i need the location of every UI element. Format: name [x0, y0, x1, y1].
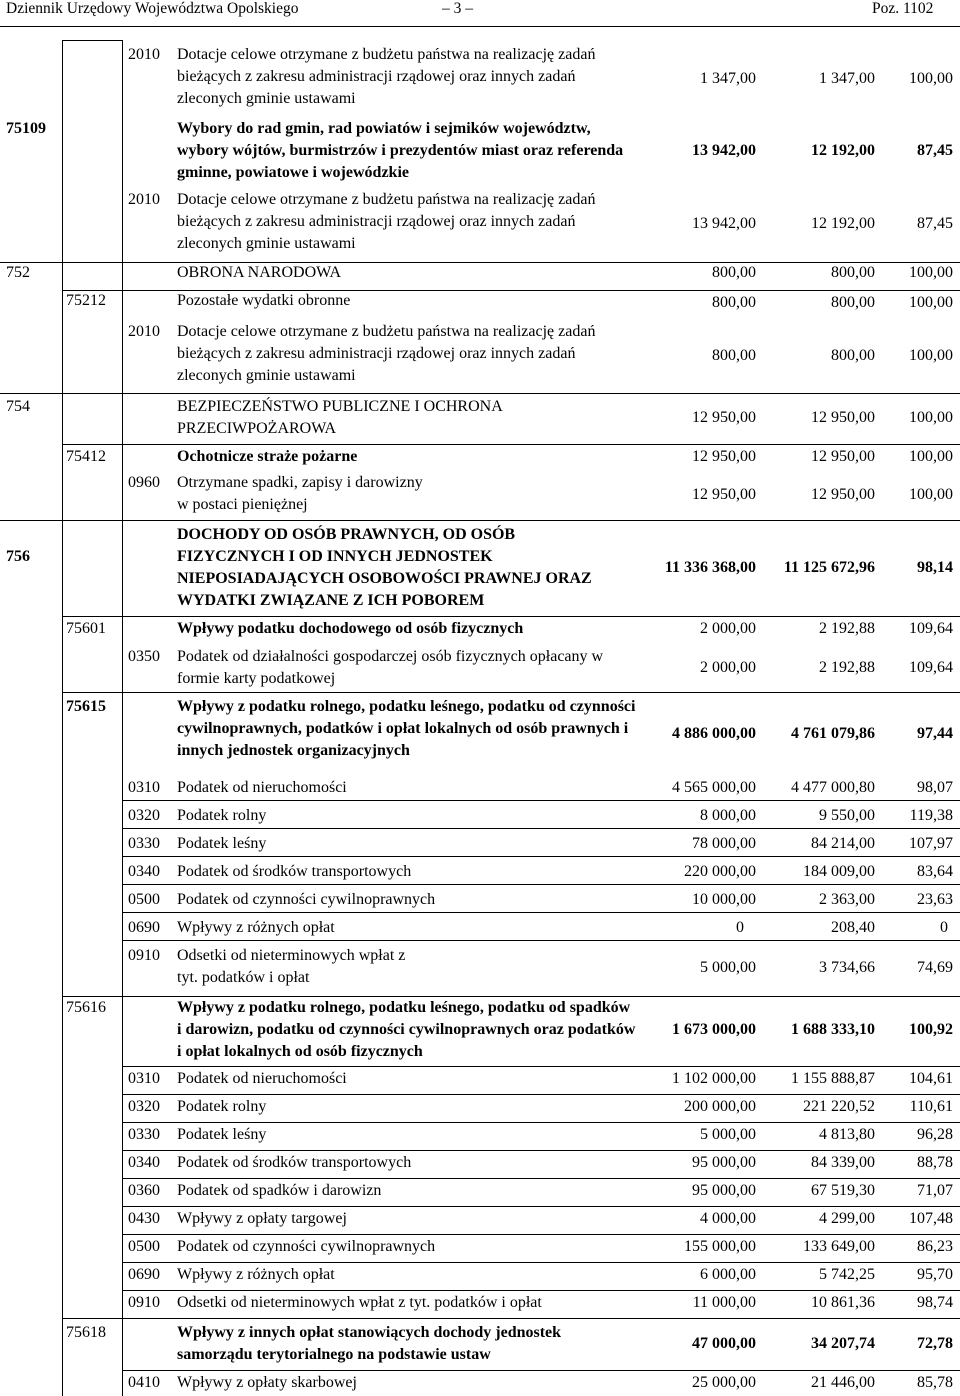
execution-value: 800,00	[831, 347, 875, 364]
row-name: Podatek od nieruchomości	[177, 1070, 347, 1087]
plan-value: 12 950,00	[692, 486, 756, 503]
row-name: Dotacje celowe otrzymane z budżetu państwa na realizację zadań bieżących z zakresu administracji rządowej oraz innych zadań zleconych gminie ustawami	[177, 191, 596, 252]
section-code: 754	[6, 398, 30, 415]
plan-value: 13 942,00	[692, 215, 756, 232]
row-name: Podatek od czynności cywilnoprawnych	[177, 1238, 436, 1255]
plan-value: 1 673 000,00	[672, 1021, 756, 1038]
row-name: Podatek rolny	[177, 1098, 267, 1115]
plan-value: 6 000,00	[700, 1266, 756, 1283]
percent-value: 87,45	[917, 215, 953, 232]
row-rule	[122, 884, 960, 885]
execution-value: 221 220,52	[803, 1098, 875, 1115]
row-rule	[122, 912, 960, 913]
percent-value: 71,07	[917, 1182, 953, 1199]
percent-value: 85,78	[917, 1374, 953, 1391]
row-name: Wpływy z innych opłat stanowiących dochody jednostek samorządu terytorialnego na podstawie ustaw	[177, 1324, 562, 1363]
table-top-rule	[62, 40, 122, 41]
percent-value: 119,38	[909, 807, 953, 824]
plan-value: 8 000,00	[700, 807, 756, 824]
section-code: 752	[6, 264, 30, 281]
execution-value: 4 477 000,80	[791, 779, 875, 796]
row-name: Podatek od środków transportowych	[177, 1154, 412, 1171]
paragraph-code: 2010	[128, 191, 160, 208]
row-rule	[122, 1290, 960, 1291]
row-name: OBRONA NARODOWA	[177, 264, 342, 281]
section-code: 756	[6, 548, 30, 565]
chapter-code: 75601	[66, 620, 106, 637]
execution-value: 21 446,00	[811, 1374, 875, 1391]
chapter-code: 75616	[66, 999, 106, 1016]
row-name: BEZPIECZEŃSTWO PUBLICZNE I OCHRONA PRZECIWPOŻAROWA	[177, 398, 502, 437]
row-name: Dotacje celowe otrzymane z budżetu państwa na realizację zadań bieżących z zakresu administracji rządowej oraz innych zadań zleconych gminie ustawami	[177, 323, 596, 384]
percent-value: 95,70	[917, 1266, 953, 1283]
row-rule	[0, 262, 960, 263]
row-name: Wpływy podatku dochodowego od osób fizycznych	[177, 620, 524, 637]
paragraph-code: 0310	[128, 779, 160, 796]
row-rule	[122, 1178, 960, 1179]
row-name: Podatek od działalności gospodarczej osób fizycznych opłacany w formie karty podatkowej	[177, 648, 604, 687]
row-name: DOCHODY OD OSÓB PRAWNYCH, OD OSÓB FIZYCZNYCH I OD INNYCH JEDNOSTEK NIEPOSIADAJĄCYCH OSOBOWOŚCI PRAWNEJ ORAZ WYDATKI ZWIĄZANE Z ICH POBOREM	[177, 526, 592, 609]
plan-value: 1 347,00	[700, 70, 756, 87]
row-name: Pozostałe wydatki obronne	[177, 292, 351, 309]
row-name: Ochotnicze straże pożarne	[177, 448, 358, 465]
row-name: Wpływy z różnych opłat	[177, 919, 335, 936]
plan-value: 800,00	[712, 264, 756, 281]
plan-value: 11 000,00	[692, 1294, 756, 1311]
row-name: Wpływy z opłaty skarbowej	[177, 1374, 357, 1391]
paragraph-code: 0310	[128, 1070, 160, 1087]
execution-value: 84 214,00	[811, 835, 875, 852]
row-rule	[122, 856, 960, 857]
paragraph-code: 2010	[128, 323, 160, 340]
plan-value: 200 000,00	[684, 1098, 756, 1115]
row-rule	[0, 520, 960, 521]
row-rule	[62, 616, 960, 617]
percent-value: 98,14	[917, 559, 953, 576]
paragraph-code: 0690	[128, 1266, 160, 1283]
plan-value: 5 000,00	[700, 959, 756, 976]
row-rule	[122, 940, 960, 941]
row-rule	[122, 800, 960, 801]
execution-value: 12 192,00	[811, 142, 875, 159]
plan-value: 0	[736, 919, 744, 936]
execution-value: 2 192,88	[819, 620, 875, 637]
percent-value: 109,64	[909, 620, 953, 637]
paragraph-code: 0410	[128, 1374, 160, 1391]
percent-value: 88,78	[917, 1154, 953, 1171]
chapter-code: 75109	[6, 120, 46, 137]
chapter-code: 75412	[66, 448, 106, 465]
row-rule	[122, 1094, 960, 1095]
percent-value: 97,44	[917, 725, 953, 742]
row-rule	[62, 1318, 960, 1319]
execution-value: 2 192,88	[819, 659, 875, 676]
row-rule	[122, 1150, 960, 1151]
paragraph-code: 0330	[128, 835, 160, 852]
percent-value: 100,00	[909, 264, 953, 281]
paragraph-code: 0500	[128, 891, 160, 908]
row-name: Otrzymane spadki, zapisy i darowizny w postaci pieniężnej	[177, 474, 423, 513]
percent-value: 107,48	[909, 1210, 953, 1227]
execution-value: 2 363,00	[819, 891, 875, 908]
percent-value: 98,07	[917, 779, 953, 796]
paragraph-code: 0690	[128, 919, 160, 936]
execution-value: 4 299,00	[819, 1210, 875, 1227]
paragraph-code: 0910	[128, 947, 160, 964]
execution-value: 800,00	[831, 264, 875, 281]
plan-value: 4 565 000,00	[672, 779, 756, 796]
plan-value: 5 000,00	[700, 1126, 756, 1143]
chapter-code: 75212	[66, 292, 106, 309]
percent-value: 87,45	[917, 142, 953, 159]
page-header	[0, 0, 960, 26]
execution-value: 12 950,00	[811, 486, 875, 503]
execution-value: 10 861,36	[811, 1294, 875, 1311]
execution-value: 208,40	[831, 919, 875, 936]
row-name: Wpływy z podatku rolnego, podatku leśnego, podatku od czynności cywilnoprawnych, podatków i opłat lokalnych od osób prawnych i innych jednostek organizacyjnych	[177, 698, 636, 759]
row-name: Dotacje celowe otrzymane z budżetu państwa na realizację zadań bieżących z zakresu administracji rządowej oraz innych zadań zleconych gminie ustawami	[177, 46, 596, 107]
row-rule	[122, 1370, 960, 1371]
percent-value: 86,23	[917, 1238, 953, 1255]
row-rule	[122, 1234, 960, 1235]
execution-value: 4 813,80	[819, 1126, 875, 1143]
percent-value: 100,92	[909, 1021, 953, 1038]
row-name: Odsetki od nieterminowych wpłat z tyt. podatków i opłat	[177, 1294, 542, 1311]
paragraph-code: 0350	[128, 648, 160, 665]
plan-value: 4 886 000,00	[672, 725, 756, 742]
execution-value: 12 192,00	[811, 215, 875, 232]
percent-value: 100,00	[909, 409, 953, 426]
paragraph-code: 0500	[128, 1238, 160, 1255]
header-rule	[0, 26, 960, 27]
column-divider-dzial	[62, 40, 63, 1396]
execution-value: 3 734,66	[819, 959, 875, 976]
execution-value: 1 688 333,10	[791, 1021, 875, 1038]
percent-value: 100,00	[909, 294, 953, 311]
page-number: – 3 –	[442, 0, 473, 17]
plan-value: 800,00	[712, 347, 756, 364]
plan-value: 78 000,00	[692, 835, 756, 852]
percent-value: 110,61	[909, 1098, 953, 1115]
chapter-code: 75618	[66, 1324, 106, 1341]
row-name: Podatek od czynności cywilnoprawnych	[177, 891, 436, 908]
paragraph-code: 0430	[128, 1210, 160, 1227]
percent-value: 0	[940, 919, 948, 936]
percent-value: 98,74	[917, 1294, 953, 1311]
row-rule	[122, 828, 960, 829]
paragraph-code: 0340	[128, 863, 160, 880]
execution-value: 11 125 672,96	[783, 559, 875, 576]
execution-value: 4 761 079,86	[791, 725, 875, 742]
execution-value: 84 339,00	[811, 1154, 875, 1171]
percent-value: 100,00	[909, 448, 953, 465]
execution-value: 34 207,74	[811, 1335, 875, 1352]
paragraph-code: 0320	[128, 807, 160, 824]
plan-value: 12 950,00	[692, 448, 756, 465]
execution-value: 1 155 888,87	[791, 1070, 875, 1087]
percent-value: 100,00	[909, 70, 953, 87]
execution-value: 184 009,00	[803, 863, 875, 880]
percent-value: 104,61	[909, 1070, 953, 1087]
row-name: Wpływy z opłaty targowej	[177, 1210, 347, 1227]
paragraph-code: 2010	[128, 46, 160, 63]
row-rule	[62, 692, 960, 693]
plan-value: 12 950,00	[692, 409, 756, 426]
row-rule	[122, 1122, 960, 1123]
row-name: Wpływy z podatku rolnego, podatku leśnego, podatku od spadków i darowizn, podatku od czynności cywilnoprawnych oraz podatków i opłat lokalnych od osób fizycznych	[177, 999, 636, 1060]
row-name: Podatek leśny	[177, 835, 267, 852]
execution-value: 9 550,00	[819, 807, 875, 824]
paragraph-code: 0340	[128, 1154, 160, 1171]
row-name: Podatek od środków transportowych	[177, 863, 412, 880]
row-name: Wpływy z różnych opłat	[177, 1266, 335, 1283]
percent-value: 107,97	[909, 835, 953, 852]
plan-value: 2 000,00	[700, 620, 756, 637]
percent-value: 72,78	[917, 1335, 953, 1352]
execution-value: 67 519,30	[811, 1182, 875, 1199]
percent-value: 96,28	[917, 1126, 953, 1143]
paragraph-code: 0910	[128, 1294, 160, 1311]
row-name: Podatek rolny	[177, 807, 267, 824]
column-divider-rozdzial	[122, 40, 123, 1396]
row-rule	[62, 444, 960, 445]
plan-value: 220 000,00	[684, 863, 756, 880]
execution-value: 133 649,00	[803, 1238, 875, 1255]
plan-value: 11 336 368,00	[664, 559, 756, 576]
execution-value: 1 347,00	[819, 70, 875, 87]
percent-value: 100,00	[909, 347, 953, 364]
execution-value: 5 742,25	[819, 1266, 875, 1283]
percent-value: 83,64	[917, 863, 953, 880]
row-name: Podatek od spadków i darowizn	[177, 1182, 382, 1199]
row-rule	[0, 393, 960, 394]
plan-value: 800,00	[712, 294, 756, 311]
execution-value: 12 950,00	[811, 448, 875, 465]
row-name: Wybory do rad gmin, rad powiatów i sejmików województw, wybory wójtów, burmistrzów i prezydentów miast oraz referenda gminne, powiatowe i wojewódzkie	[177, 120, 624, 181]
paragraph-code: 0960	[128, 474, 160, 491]
plan-value: 2 000,00	[700, 659, 756, 676]
percent-value: 23,63	[917, 891, 953, 908]
execution-value: 800,00	[831, 294, 875, 311]
paragraph-code: 0330	[128, 1126, 160, 1143]
row-name: Podatek od nieruchomości	[177, 779, 347, 796]
plan-value: 47 000,00	[692, 1335, 756, 1352]
plan-value: 155 000,00	[684, 1238, 756, 1255]
paragraph-code: 0320	[128, 1098, 160, 1115]
plan-value: 95 000,00	[692, 1154, 756, 1171]
percent-value: 109,64	[909, 659, 953, 676]
plan-value: 1 102 000,00	[672, 1070, 756, 1087]
row-rule	[122, 1262, 960, 1263]
row-name: Podatek leśny	[177, 1126, 267, 1143]
plan-value: 13 942,00	[692, 142, 756, 159]
plan-value: 95 000,00	[692, 1182, 756, 1199]
paragraph-code: 0360	[128, 1182, 160, 1199]
row-rule	[122, 1066, 960, 1067]
plan-value: 10 000,00	[692, 891, 756, 908]
plan-value: 25 000,00	[692, 1374, 756, 1391]
percent-value: 100,00	[909, 486, 953, 503]
row-rule	[122, 1206, 960, 1207]
execution-value: 12 950,00	[811, 409, 875, 426]
plan-value: 4 000,00	[700, 1210, 756, 1227]
chapter-code: 75615	[66, 698, 106, 715]
percent-value: 74,69	[917, 959, 953, 976]
position-number: Poz. 1102	[872, 0, 934, 17]
journal-title: Dziennik Urzędowy Województwa Opolskiego	[6, 0, 299, 17]
row-name: Odsetki od nieterminowych wpłat z tyt. podatków i opłat	[177, 947, 406, 986]
